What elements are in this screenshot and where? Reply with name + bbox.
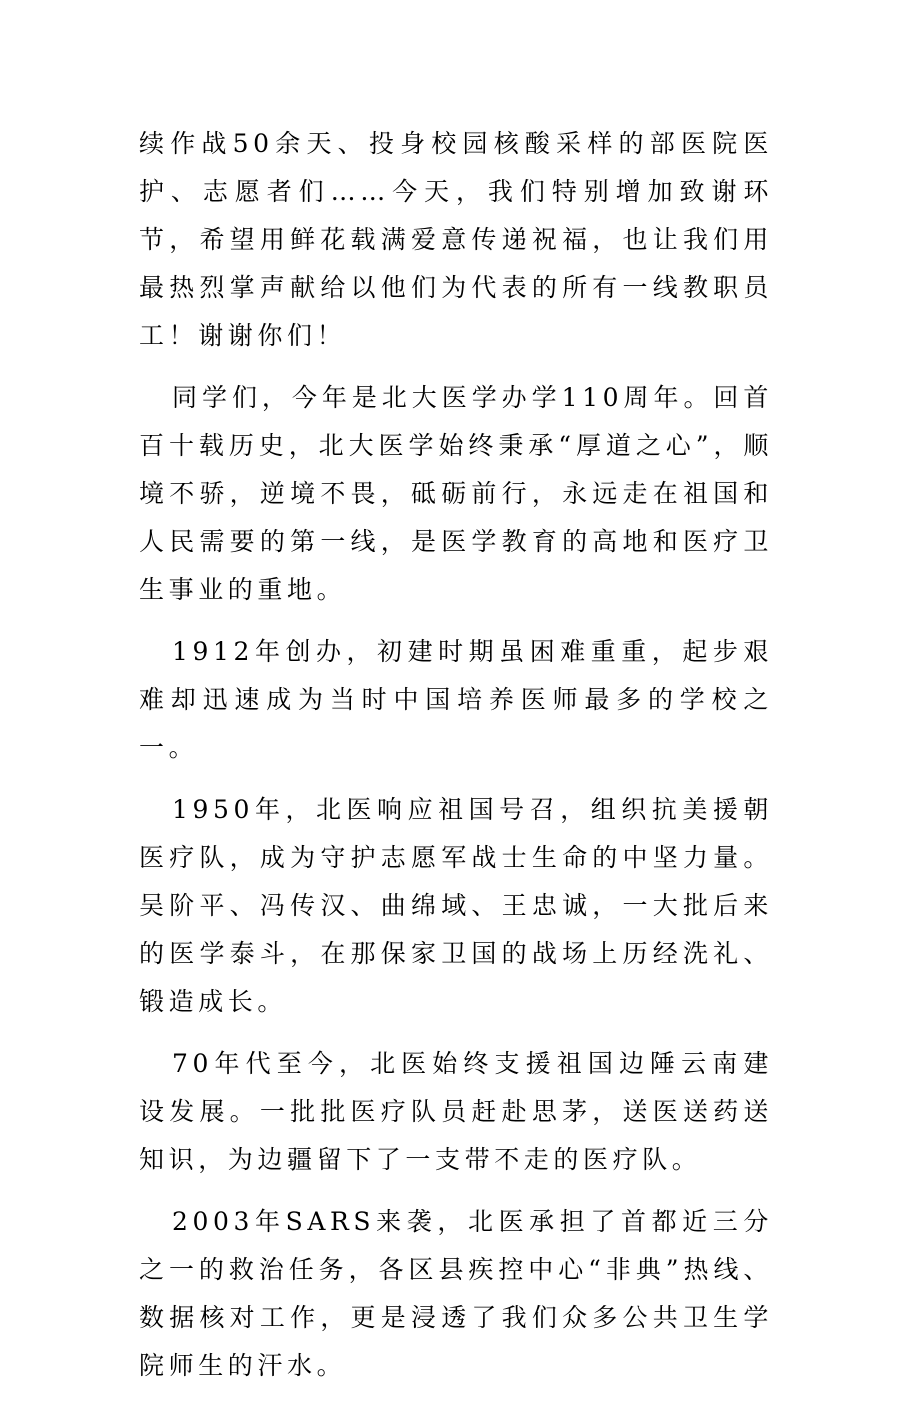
paragraph-4: 1950年，北医响应祖国号召，组织抗美援朝医疗队，成为守护志愿军战士生命的中坚力量。吴阶平、冯传汉、曲绵域、王忠诚，一大批后来的医学泰斗，在那保家卫国的战场上历经洗礼、锻造成长。 bbox=[139, 795, 773, 1016]
paragraph-6: 2003年SARS来袭，北医承担了首都近三分之一的救治任务，各区县疾控中心“非典”热线、数据核对工作，更是浸透了我们众多公共卫生学院师生的汗水。 bbox=[139, 1207, 773, 1380]
paragraph-2: 同学们，今年是北大医学办学110周年。回首百十载历史，北大医学始终秉承“厚道之心”，顺境不骄，逆境不畏，砥砺前行，永远走在祖国和人民需要的第一线，是医学教育的高地和医疗卫生事业的重地。 bbox=[139, 383, 773, 604]
paragraph-1: 续作战50余天、投身校园核酸采样的部医院医护、志愿者们……今天，我们特别增加致谢环节，希望用鲜花载满爱意传递祝福，也让我们用最热烈掌声献给以他们为代表的所有一线教职员工！谢谢你们！ bbox=[139, 129, 773, 350]
paragraph-5: 70年代至今，北医始终支援祖国边陲云南建设发展。一批批医疗队员赶赴思茅，送医送药送知识，为边疆留下了一支带不走的医疗队。 bbox=[139, 1049, 773, 1174]
document-body bbox=[139, 120, 773, 1404]
paragraph-3: 1912年创办，初建时期虽困难重重，起步艰难却迅速成为当时中国培养医师最多的学校之一。 bbox=[139, 637, 773, 762]
